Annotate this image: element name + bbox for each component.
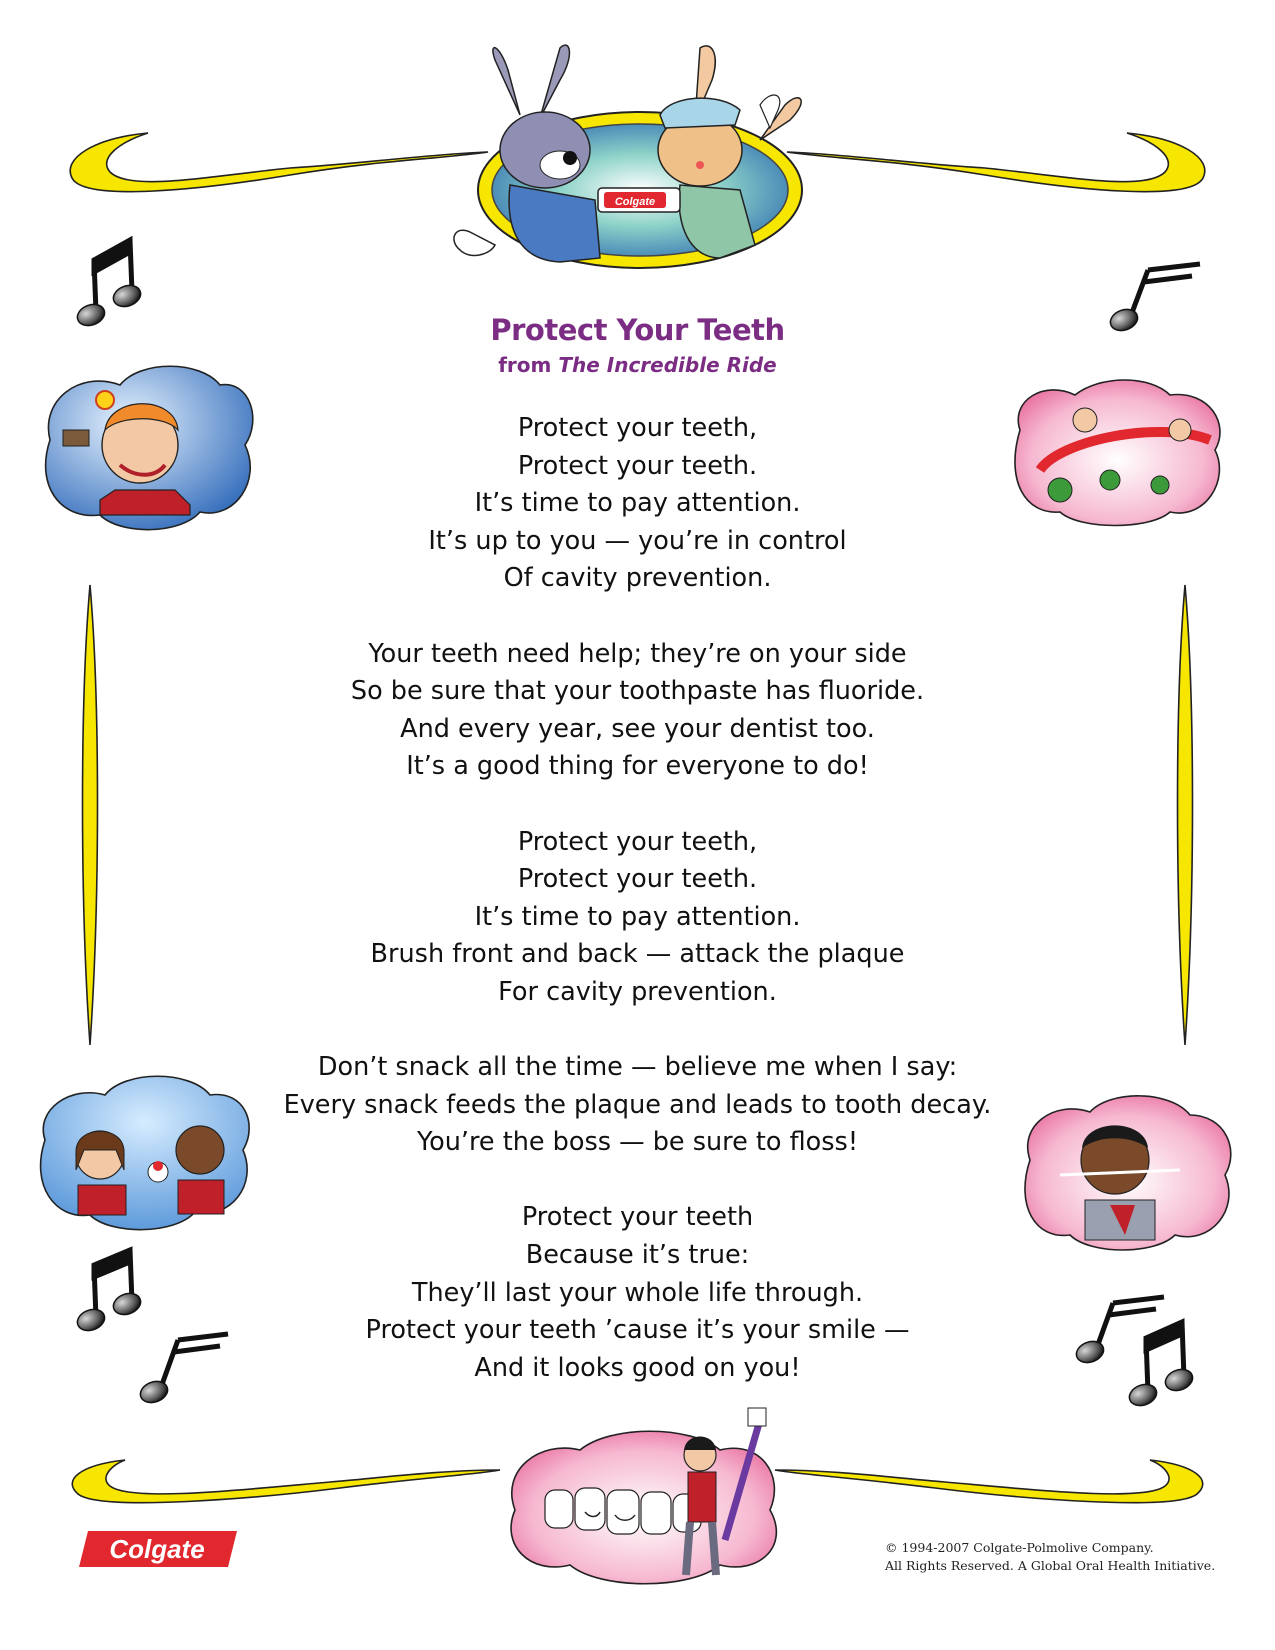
bottom-right-flourish [775, 1460, 1203, 1503]
lyric-line: Protect your teeth, [517, 826, 758, 857]
verse-2 [0, 636, 1275, 786]
verse-5 [0, 1199, 1275, 1387]
copyright-line-2: All Rights Reserved. A Global Oral Health Initiative. [885, 1558, 1216, 1573]
lyric-line: They’ll last your whole life through. [411, 1277, 864, 1308]
lyric-line: Of cavity prevention. [503, 563, 772, 594]
copyright-line-1: © 1994-2007 Colgate-Polmolive Company. [885, 1540, 1154, 1555]
lyric-line: You’re the boss — be sure to floss! [416, 1127, 859, 1158]
colgate-logo [78, 1530, 238, 1568]
top-right-flourish [787, 133, 1205, 192]
lyrics [0, 410, 1275, 1387]
lyric-line: Protect your teeth. [517, 450, 758, 481]
subtitle-prefix: from [498, 353, 552, 377]
lyric-line: Brush front and back — attack the plaque [370, 939, 905, 970]
subtitle-work: The Incredible Ride [558, 353, 777, 377]
song-subtitle [0, 353, 1275, 377]
bunnies-illustration [454, 45, 802, 268]
logo-text: Colgate [109, 1534, 205, 1564]
lyric-line: Protect your teeth ’cause it’s your smile — [365, 1315, 910, 1346]
verse-1 [0, 410, 1275, 598]
lyric-line: It’s time to pay attention. [474, 901, 801, 932]
top-left-flourish [70, 133, 488, 192]
lyric-line: So be sure that your toothpaste has fluoride. [350, 676, 925, 707]
toothpaste-tube [598, 188, 680, 212]
lyric-line: Protect your teeth, [517, 413, 758, 443]
lyric-line: Your teeth need help; they’re on your side [368, 638, 907, 669]
verse-gap [0, 1162, 1275, 1200]
lyric-line: And every year, see your dentist too. [400, 713, 875, 744]
tube-label: Colgate [614, 196, 656, 208]
lyric-line: Protect your teeth [521, 1202, 754, 1233]
lyric-line: Every snack feeds the plaque and leads to tooth decay. [283, 1089, 992, 1120]
lyric-line: For cavity prevention. [498, 976, 777, 1007]
lyric-line: It’s up to you — you’re in control [428, 525, 847, 556]
smiling-teeth-illustration [511, 1408, 776, 1584]
lyric-line: Protect your teeth. [517, 864, 758, 895]
verse-4 [0, 1049, 1275, 1162]
lyric-line: It’s a good thing for everyone to do! [406, 751, 869, 782]
song-title: Protect Your Teeth [490, 313, 785, 347]
lyric-line: Don’t snack all the time — believe me when I say: [317, 1052, 958, 1083]
verse-gap [0, 786, 1275, 824]
lyric-line: It’s time to pay attention. [474, 488, 801, 519]
verse-gap [0, 1012, 1275, 1050]
verse-gap [0, 598, 1275, 636]
lyric-line: Because it’s true: [525, 1240, 750, 1271]
verse-3 [0, 824, 1275, 1012]
lyric-line: And it looks good on you! [474, 1352, 801, 1383]
bottom-left-flourish [72, 1460, 500, 1503]
